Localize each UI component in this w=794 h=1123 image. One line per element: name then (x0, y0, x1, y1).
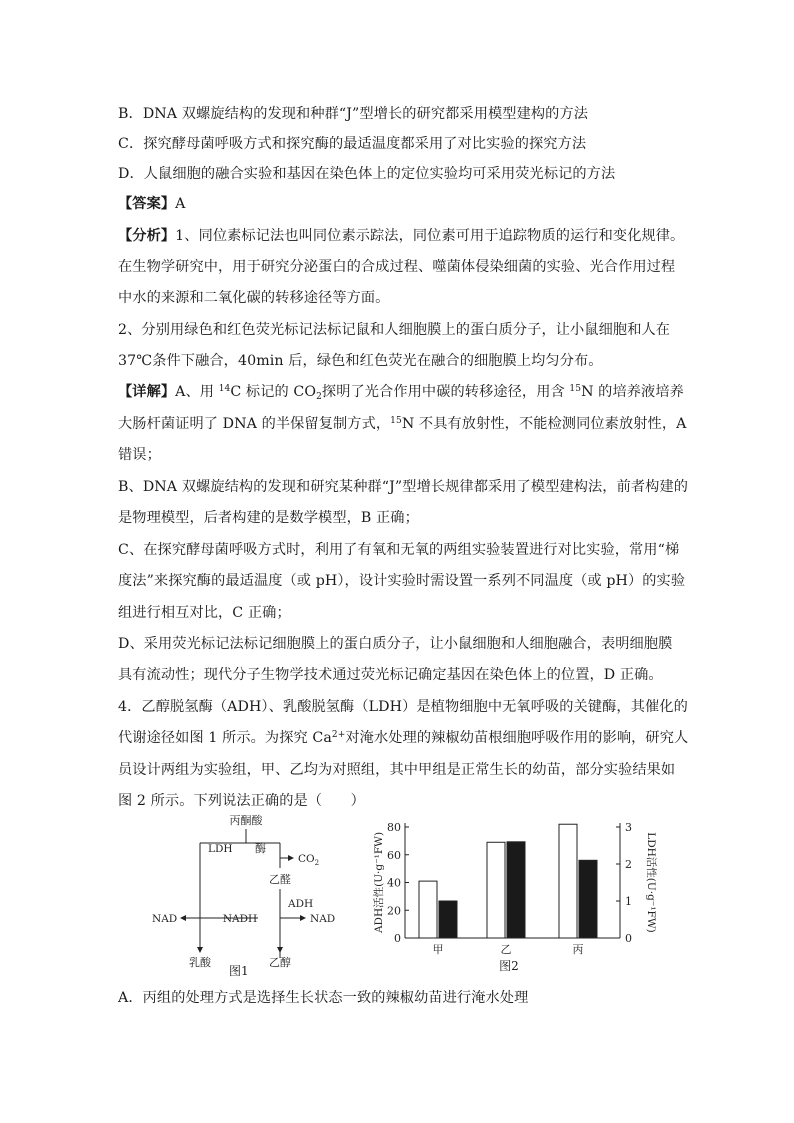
ldh-label: LDH (208, 843, 233, 855)
enzyme-label: 酶 (255, 842, 266, 855)
figure-2-bar-chart (360, 810, 670, 980)
question-4-line-3: 员设计两组为实验组，甲、乙均为对照组，其中甲组是正常生长的幼苗，部分实验结果如 (118, 762, 676, 778)
category-label: 甲 (432, 943, 444, 956)
detail-text: N 不具有放射性，不能检测同位素放射性，A (401, 416, 687, 432)
option-c: C．探究酵母菌呼吸方式和探究酶的最适温度都采用了对比实验的探究方法 (118, 136, 587, 152)
option-b: B．DNA 双螺旋结构的发现和种群“J”型增长的研究都采用模型建构的方法 (118, 106, 589, 122)
detail-line-10: 具有流动性；现代分子生物学技术通过荧光标记确定基因在染色体上的位置，D 正确。 (118, 667, 663, 683)
left-tick-label: 20 (387, 904, 401, 918)
detail-line-5: 是物理模型，后者构建的是数学模型，B 正确； (118, 510, 419, 526)
lactate-label: 乳酸 (189, 956, 211, 969)
adh-bar (559, 824, 577, 938)
analysis-line-3: 中水的来源和二氧化碳的转移途径等方面。 (118, 290, 390, 306)
left-tick-label: 80 (387, 821, 401, 834)
ldh-bar (579, 860, 597, 938)
category-label: 丙 (572, 943, 584, 956)
ion-superscript: 2+ (331, 730, 346, 740)
detail-line-4: B、DNA 双螺旋结构的发现和研究某种群“J”型增长规律都采用了模型建构法，前者构建的 (118, 479, 689, 495)
question-4-line-1: 4．乙醇脱氢酶（ADH）、乳酸脱氢酶（LDH）是植物细胞中无氧呼吸的关键酶，其催化的 (118, 699, 688, 715)
question-text: 对淹水处理的辣椒幼苗根细胞呼吸作用的影响，研究人 (345, 730, 689, 746)
ldh-bar (507, 842, 525, 938)
answer-tag: 【答案】 (118, 196, 176, 212)
detail-text: A、用 (175, 384, 219, 400)
ethanol-label: 乙醇 (269, 956, 291, 969)
isotope-superscript: 15 (390, 416, 402, 426)
question-4-line-4: 图 2 所示。下列说法正确的是（ ） (118, 793, 365, 809)
analysis-tag: 【分析】 (118, 228, 176, 244)
detail-line-2 (118, 414, 687, 434)
detail-tag: 【详解】 (118, 384, 176, 400)
isotope-superscript: 14 (218, 384, 231, 394)
category-label: 乙 (500, 943, 512, 956)
ldh-bar (439, 901, 457, 938)
adh-bar (419, 881, 437, 938)
detail-text: N 的培养液培养 (581, 384, 684, 400)
analysis-line-2: 在生物学研究中，用于研究分泌蛋白的合成过程、噬菌体侵染细菌的实验、光合作用过程 (118, 259, 676, 275)
right-tick-label: 0 (625, 932, 632, 945)
right-tick-label: 3 (625, 821, 632, 834)
answer-line (118, 194, 678, 214)
detail-line-3: 错误； (118, 447, 161, 463)
adh-bar (487, 842, 505, 938)
detail-text: C 标记的 CO (230, 384, 317, 400)
left-axis-label: ADH活性(U·g⁻¹FW) (373, 831, 385, 934)
option-a: A．丙组的处理方式是选择生长状态一致的辣椒幼苗进行淹水处理 (118, 990, 529, 1006)
left-tick-label: 60 (387, 848, 401, 862)
pyruvate-label: 丙酮酸 (229, 814, 263, 827)
question-4-line-2 (118, 728, 689, 748)
co2-label: $CO_2$ (298, 853, 320, 867)
right-tick-label: 2 (625, 858, 632, 871)
nad-left-label: NAD (152, 913, 178, 925)
analysis-line-4: 2、分别用绿色和红色荧光标记法标记鼠和人细胞膜上的蛋白质分子，让小鼠细胞和人在 (118, 322, 671, 338)
detail-line-8: 组进行相互对比，C 正确； (118, 605, 291, 621)
figure-1-caption: 图1 (229, 964, 249, 978)
analysis-text: 1、同位素标记法也叫同位素示踪法，同位素可用于追踪物质的运行和变化规律。 (175, 228, 685, 244)
detail-line-7: 度法”来探究酶的最适温度（或 pH），设计实验时需设置一系列不同温度（或 pH）的实验 (118, 573, 686, 589)
isotope-superscript: 15 (569, 384, 582, 394)
detail-text: 探明了光合作用中碳的转移途径，用含 (321, 384, 570, 400)
figure-2-caption: 图2 (499, 959, 519, 973)
nad-right-label: NAD (310, 913, 336, 925)
right-axis-label: LDH活性(U·g⁻¹FW) (645, 832, 657, 933)
figure-1-pathway (140, 810, 370, 980)
left-tick-label: 0 (394, 932, 401, 945)
analysis-line-1 (118, 226, 685, 246)
adh-label: ADH (288, 898, 314, 910)
detail-line-1 (118, 382, 684, 402)
option-d: D．人鼠细胞的融合实验和基因在染色体上的定位实验均可采用荧光标记的方法 (118, 166, 616, 182)
right-tick-label: 1 (625, 895, 632, 908)
acetaldehyde-label: 乙醛 (269, 873, 291, 886)
question-text: 代谢途径如图 1 所示。为探究 Ca (118, 730, 332, 746)
left-tick-label: 40 (387, 876, 401, 890)
analysis-line-5: 37℃条件下融合，40min 后，绿色和红色荧光在融合的细胞膜上均匀分布。 (118, 353, 603, 369)
subscript: 2 (316, 392, 322, 402)
answer-value: A (175, 196, 186, 212)
nadh-label: NADH (222, 913, 258, 925)
detail-line-6: C、在探究酵母菌呼吸方式时，利用了有氧和无氧的两组实验装置进行对比实验，常用“梯 (118, 542, 680, 558)
detail-text: 大肠杆菌证明了 DNA 的半保留复制方式， (118, 416, 391, 432)
detail-line-9: D、采用荧光标记法标记细胞膜上的蛋白质分子，让小鼠细胞和人细胞融合，表明细胞膜 (118, 636, 673, 652)
